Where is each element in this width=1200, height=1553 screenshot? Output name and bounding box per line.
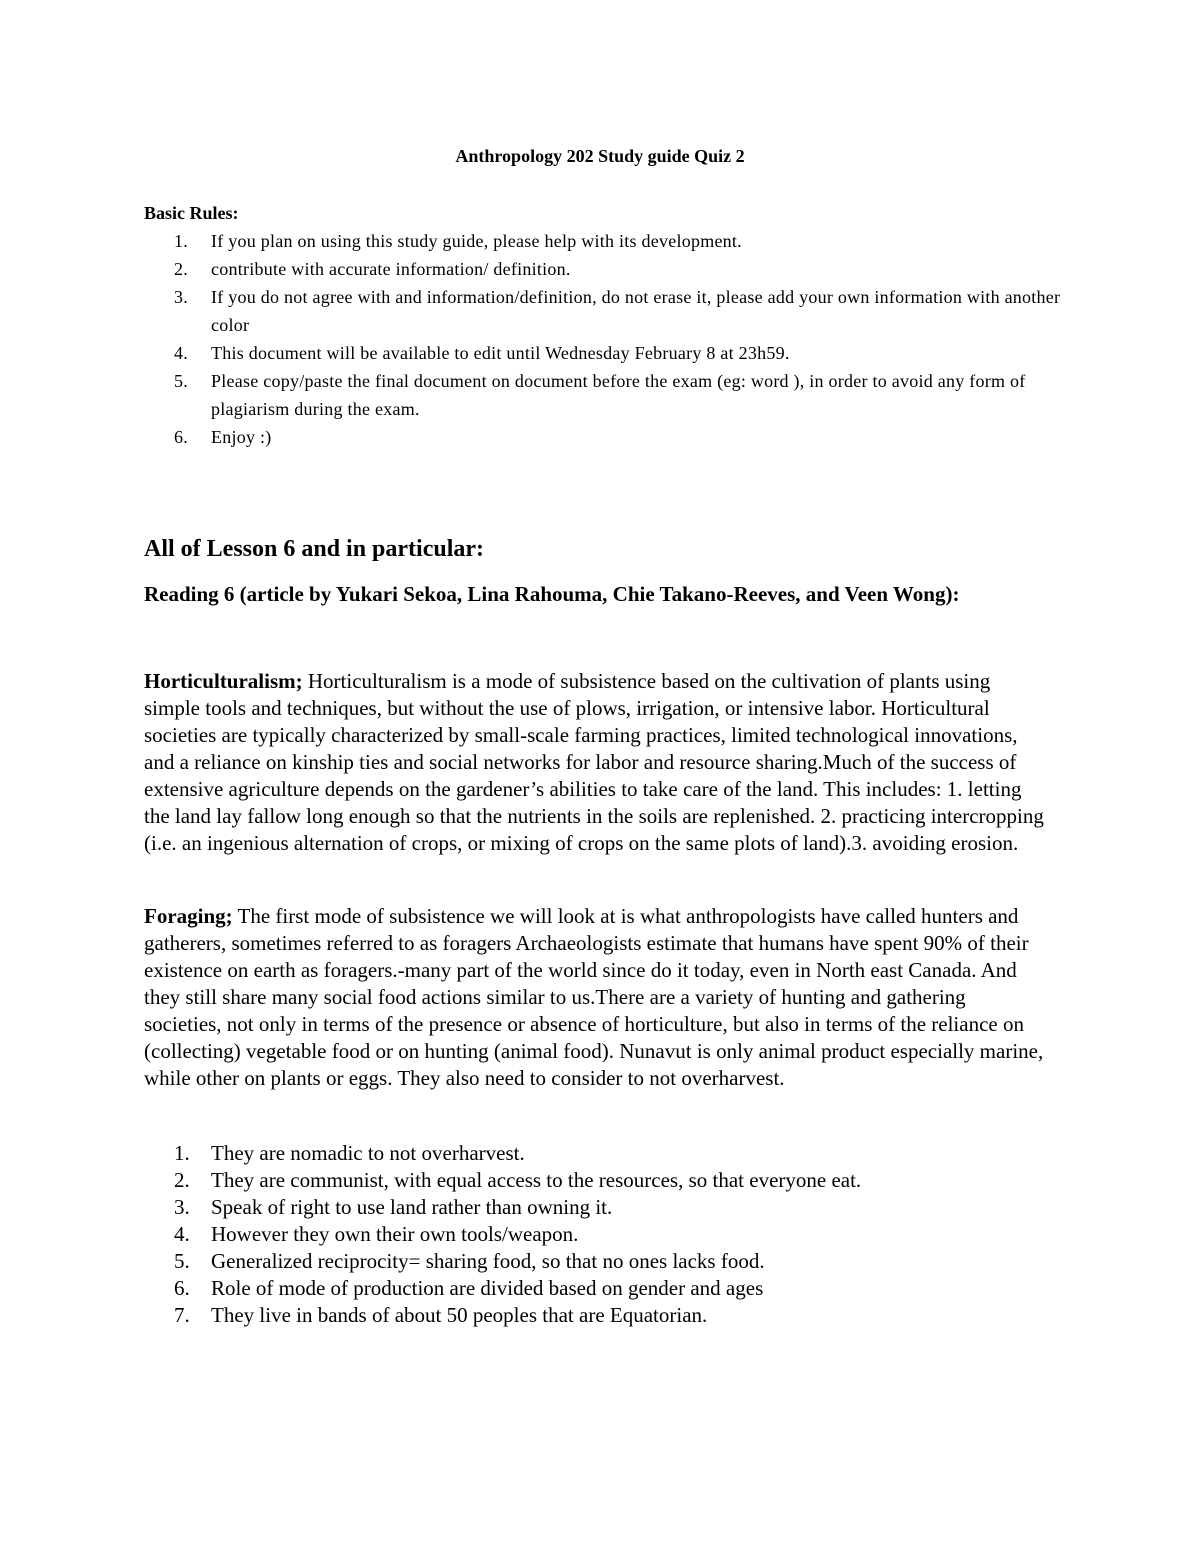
list-item-text: Enjoy :) [211, 427, 272, 447]
list-number: 5. [174, 371, 188, 391]
list-number: 2. [174, 1168, 190, 1192]
reading-heading: Reading 6 (article by Yukari Sekoa, Lina Rahouma, Chie Takano-Reeves, and Veen Wong): [144, 582, 960, 606]
list-item [144, 1140, 1064, 1167]
foraging-term: Foraging; [144, 904, 233, 928]
list-item [144, 1167, 1064, 1194]
list-item-text: They are communist, with equal access to the resources, so that everyone eat. [211, 1168, 862, 1192]
list-item-text: Role of mode of production are divided based on gender and ages [211, 1276, 764, 1300]
list-item-text: They are nomadic to not overharvest. [211, 1141, 525, 1165]
list-item [144, 1275, 1064, 1302]
list-number: 1. [174, 1141, 190, 1165]
list-item-text: Please copy/paste the final document on document before the exam (eg: word ), in order to avoid any form of plagiarism during the exam. [211, 371, 1026, 419]
list-item [144, 255, 1064, 283]
list-item [144, 339, 1064, 367]
list-number: 6. [174, 427, 188, 447]
rules-list [144, 227, 1064, 451]
horticulturalism-paragraph [144, 668, 1048, 857]
list-number: 7. [174, 1303, 190, 1327]
list-item [144, 227, 1064, 255]
list-item-text: Speak of right to use land rather than owning it. [211, 1195, 613, 1219]
list-item [144, 283, 1064, 339]
horticulturalism-term: Horticulturalism; [144, 669, 303, 693]
list-number: 2. [174, 259, 188, 279]
foraging-points-list [144, 1140, 1064, 1329]
rules-heading: Basic Rules: [144, 203, 239, 223]
list-item [144, 423, 1064, 451]
horticulturalism-text: Horticulturalism is a mode of subsistence based on the cultivation of plants using simple tools and techniques, but without the use of plows, irrigation, or intensive labor. Horticultural societies are typically characterized by small-scale farming practices, limited technological innovations, and a reliance on kinship ties and social networks for labor and resource sharing.Much of the success of extensive agriculture depends on the gardener’s abilities to take care of the land. This includes: 1. letting the land lay fallow long enough so that the nutrients in the soils are replenished. 2. practicing intercropping (i.e. an ingenious alternation of crops, or mixing of crops on the same plots of land).3. avoiding erosion. [144, 669, 1044, 855]
list-item-text: If you plan on using this study guide, please help with its development. [211, 231, 742, 251]
list-item [144, 1302, 1064, 1329]
lesson-heading: All of Lesson 6 and in particular: [144, 536, 485, 562]
foraging-paragraph [144, 903, 1048, 1092]
list-item-text: Generalized reciprocity= sharing food, so that no ones lacks food. [211, 1249, 765, 1273]
list-number: 3. [174, 1195, 190, 1219]
list-item [144, 1194, 1064, 1221]
list-number: 4. [174, 343, 188, 363]
list-item [144, 1221, 1064, 1248]
foraging-text: The first mode of subsistence we will look at is what anthropologists have called hunters and gatherers, sometimes referred to as foragers Archaeologists estimate that humans have spent 90% of their existence on earth as foragers.-many part of the world since do it today, even in North east Canada. And they still share many social food actions similar to us.There are a variety of hunting and gathering societies, not only in terms of the presence or absence of horticulture, but also in terms of the reliance on (collecting) vegetable food or on hunting (animal food). Nunavut is only animal product especially marine, while other on plants or eggs. They also need to consider to not overharvest. [144, 904, 1044, 1090]
list-item-text: They live in bands of about 50 peoples that are Equatorian. [211, 1303, 708, 1327]
list-number: 6. [174, 1276, 190, 1300]
list-item-text: If you do not agree with and information/definition, do not erase it, please add your own information with another color [211, 287, 1061, 335]
list-item [144, 1248, 1064, 1275]
list-number: 3. [174, 287, 188, 307]
list-number: 1. [174, 231, 188, 251]
document-title: Anthropology 202 Study guide Quiz 2 [455, 146, 745, 166]
list-item-text: This document will be available to edit until Wednesday February 8 at 23h59. [211, 343, 790, 363]
list-item-text: However they own their own tools/weapon. [211, 1222, 579, 1246]
list-number: 5. [174, 1249, 190, 1273]
list-number: 4. [174, 1222, 190, 1246]
list-item [144, 367, 1064, 423]
list-item-text: contribute with accurate information/ definition. [211, 259, 571, 279]
